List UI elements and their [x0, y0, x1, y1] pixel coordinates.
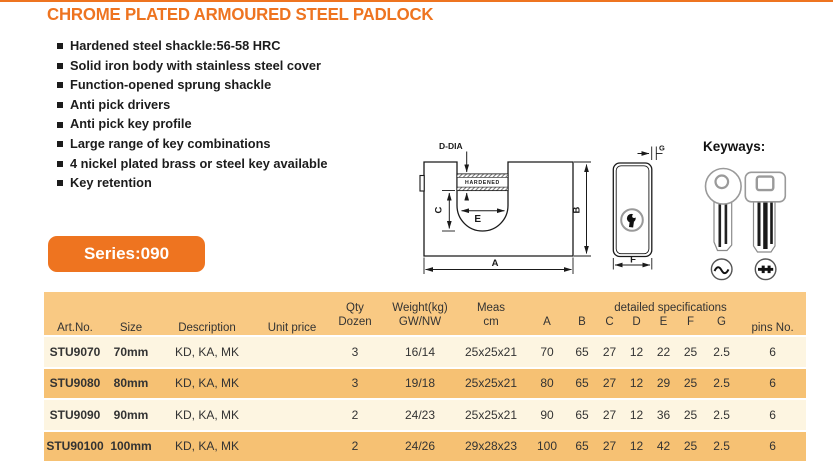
col-subheader-cm: cm: [456, 315, 526, 336]
cell-e: 22: [650, 336, 677, 368]
spec-table: [44, 292, 806, 461]
spec-table-header: [44, 292, 806, 336]
feature-text: Anti pick drivers: [70, 99, 170, 112]
padlock-diagram-svg: [405, 133, 833, 288]
cell-size: 100mm: [106, 431, 156, 461]
cell-a: 90: [526, 399, 568, 431]
cell-pins: 6: [739, 399, 806, 431]
table-row: [44, 336, 806, 368]
square-bullet-icon: [57, 43, 63, 49]
col-header-unit-price: Unit price: [258, 292, 326, 336]
square-bullet-icon: [57, 141, 63, 147]
cell-pins: 6: [739, 336, 806, 368]
col-subheader-c: C: [596, 315, 623, 336]
technical-drawing: [405, 133, 833, 293]
feature-item: [57, 99, 328, 112]
cell-size: 80mm: [106, 368, 156, 400]
cell-art-no: STU90100: [44, 431, 106, 461]
feature-item: [57, 40, 328, 53]
col-header-meas: Meas: [456, 292, 526, 315]
feature-text: Key retention: [70, 177, 152, 190]
col-subheader-b: B: [568, 315, 596, 336]
keyways-heading: Keyways:: [703, 139, 765, 154]
col-header-pins: pins No.: [739, 292, 806, 336]
cell-description: KD, KA, MK: [156, 336, 258, 368]
feature-text: Hardened steel shackle:56-58 HRC: [70, 40, 281, 53]
hardened-label: HARDENED: [465, 180, 500, 186]
table-row: [44, 431, 806, 461]
square-bullet-icon: [57, 122, 63, 128]
cell-qty: 3: [326, 336, 384, 368]
cell-unit-price: [258, 399, 326, 431]
keyway-profile-bars-icon: [755, 259, 776, 280]
feature-item: [57, 118, 328, 131]
cell-g: 2.5: [704, 431, 739, 461]
cell-a: 80: [526, 368, 568, 400]
col-subheader-gwnw: GW/NW: [384, 315, 456, 336]
cell-b: 65: [568, 368, 596, 400]
cell-b: 65: [568, 431, 596, 461]
cell-art-no: STU9080: [44, 368, 106, 400]
cell-f: 25: [677, 431, 704, 461]
keyways-illustrations: [706, 169, 786, 280]
cell-art-no: STU9090: [44, 399, 106, 431]
cell-size: 90mm: [106, 399, 156, 431]
table-row: [44, 399, 806, 431]
feature-list: [57, 40, 328, 197]
cell-description: KD, KA, MK: [156, 431, 258, 461]
b-label: B: [572, 206, 583, 213]
col-subheader-dozen: Dozen: [326, 315, 384, 336]
col-subheader-a: A: [526, 315, 568, 336]
cell-g: 2.5: [704, 399, 739, 431]
square-bullet-icon: [57, 82, 63, 88]
cell-b: 65: [568, 399, 596, 431]
col-header-description: Description: [156, 292, 258, 336]
cell-unit-price: [258, 336, 326, 368]
shackle-end-tab: [420, 176, 424, 192]
cell-c: 27: [596, 368, 623, 400]
cell-c: 27: [596, 336, 623, 368]
cell-description: KD, KA, MK: [156, 368, 258, 400]
shackle-hatch-bottom: [457, 187, 508, 190]
keyway-profile-wave-icon: [711, 259, 732, 280]
cell-meas: 25x25x21: [456, 399, 526, 431]
padlock-side-view: [613, 144, 665, 270]
cell-e: 36: [650, 399, 677, 431]
feature-text: Large range of key combinations: [70, 138, 271, 151]
feature-item: [57, 60, 328, 73]
col-header-size: Size: [106, 292, 156, 336]
f-label: F: [630, 255, 636, 266]
cell-qty: 3: [326, 368, 384, 400]
cell-d: 12: [623, 368, 650, 400]
cell-d: 12: [623, 336, 650, 368]
cell-g: 2.5: [704, 336, 739, 368]
feature-item: [57, 79, 328, 92]
feature-text: Solid iron body with stainless steel cover: [70, 60, 321, 73]
cell-meas: 29x28x23: [456, 431, 526, 461]
cell-weight: 24/23: [384, 399, 456, 431]
cell-meas: 25x25x21: [456, 336, 526, 368]
feature-item: [57, 138, 328, 151]
feature-text: Function-opened sprung shackle: [70, 79, 271, 92]
cell-g: 2.5: [704, 368, 739, 400]
cell-pins: 6: [739, 431, 806, 461]
cell-c: 27: [596, 431, 623, 461]
cell-weight: 24/26: [384, 431, 456, 461]
cell-size: 70mm: [106, 336, 156, 368]
a-label: A: [492, 258, 499, 269]
cell-c: 27: [596, 399, 623, 431]
cell-d: 12: [623, 431, 650, 461]
cell-qty: 2: [326, 431, 384, 461]
col-subheader-d: D: [623, 315, 650, 336]
series-badge-label: Series:090: [84, 244, 169, 264]
c-label: C: [434, 206, 445, 213]
col-header-art-no: Art.No.: [44, 292, 106, 336]
feature-text: 4 nickel plated brass or steel key available: [70, 158, 328, 171]
col-header-qty: Qty: [326, 292, 384, 315]
round-head-key-icon: [706, 169, 742, 251]
d-dia-label: D-DIA: [439, 141, 463, 151]
square-bullet-icon: [57, 180, 63, 186]
shackle-hatch-top: [457, 174, 508, 177]
table-row: [44, 368, 806, 400]
feature-item: [57, 158, 328, 171]
cell-pins: 6: [739, 368, 806, 400]
g-label: G: [659, 144, 665, 153]
cell-f: 25: [677, 336, 704, 368]
top-accent-bar: [0, 0, 833, 2]
col-subheader-e: E: [650, 315, 677, 336]
cell-unit-price: [258, 431, 326, 461]
col-header-detailed-specs: detailed specifications: [526, 292, 739, 315]
col-subheader-g: G: [704, 315, 739, 336]
cell-unit-price: [258, 368, 326, 400]
cell-weight: 16/14: [384, 336, 456, 368]
cell-meas: 25x25x21: [456, 368, 526, 400]
cell-d: 12: [623, 399, 650, 431]
cell-qty: 2: [326, 399, 384, 431]
col-header-weight: Weight(kg): [384, 292, 456, 315]
cell-art-no: STU9070: [44, 336, 106, 368]
col-subheader-f: F: [677, 315, 704, 336]
square-head-key-icon: [745, 172, 785, 252]
cell-e: 29: [650, 368, 677, 400]
cell-description: KD, KA, MK: [156, 399, 258, 431]
feature-item: [57, 177, 328, 190]
square-bullet-icon: [57, 161, 63, 167]
cell-weight: 19/18: [384, 368, 456, 400]
cell-a: 100: [526, 431, 568, 461]
page-title: CHROME PLATED ARMOURED STEEL PADLOCK: [47, 4, 433, 25]
series-badge: [48, 236, 205, 272]
cell-f: 25: [677, 368, 704, 400]
square-bullet-icon: [57, 102, 63, 108]
cell-a: 70: [526, 336, 568, 368]
feature-text: Anti pick key profile: [70, 118, 192, 131]
cell-b: 65: [568, 336, 596, 368]
cell-e: 42: [650, 431, 677, 461]
square-bullet-icon: [57, 63, 63, 69]
cell-f: 25: [677, 399, 704, 431]
e-label: E: [474, 214, 481, 225]
padlock-front-view: [420, 141, 591, 274]
